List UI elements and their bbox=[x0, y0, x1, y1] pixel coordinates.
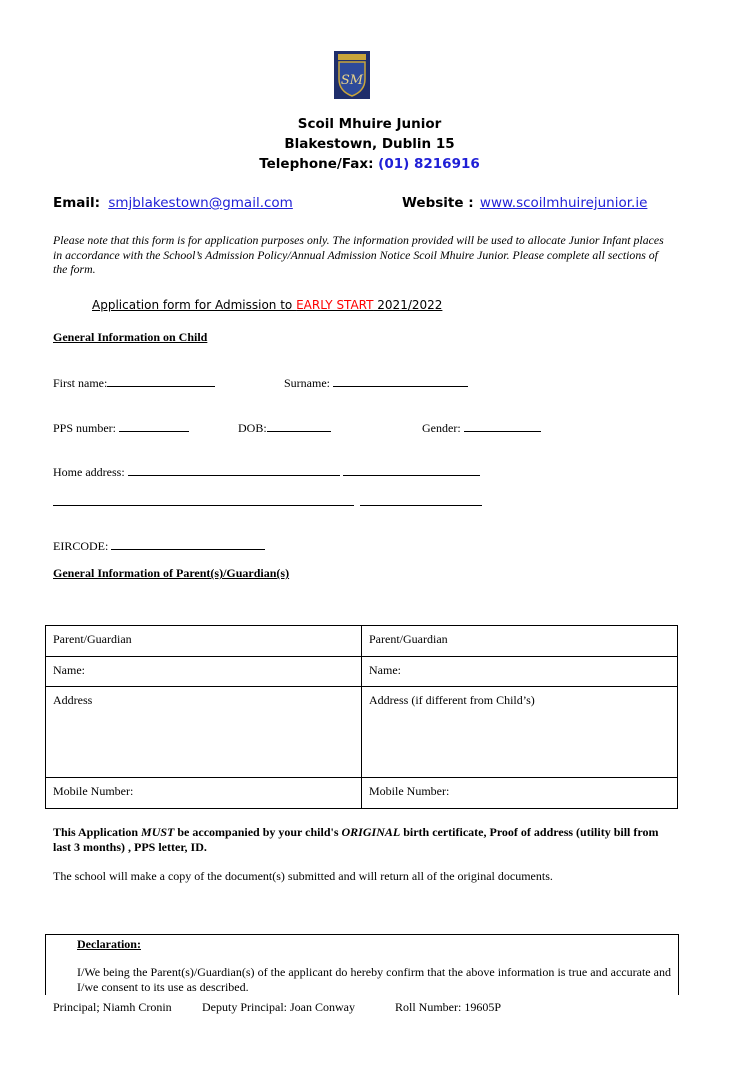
footer-principal: Principal; Niamh Cronin bbox=[53, 1000, 172, 1014]
home-address-line-2b[interactable] bbox=[360, 505, 482, 506]
parent2-name-field[interactable]: Name: bbox=[362, 657, 678, 687]
dob-label: DOB: bbox=[238, 421, 267, 435]
req-part3: birth certificate, Proof of address (utility bill from last 3 months) , PPS letter, ID. bbox=[53, 825, 659, 854]
eircode-field[interactable] bbox=[111, 536, 265, 550]
phone-value: (01) 8216916 bbox=[378, 156, 480, 172]
child-section-heading: General Information on Child bbox=[53, 330, 208, 344]
first-name-field[interactable] bbox=[107, 373, 215, 387]
home-address-field-1[interactable] bbox=[128, 462, 340, 476]
email-label: Email: bbox=[53, 195, 101, 211]
school-address: Blakestown, Dublin 15 bbox=[284, 136, 455, 152]
parent2-address-field[interactable]: Address (if different from Child’s) bbox=[362, 687, 678, 778]
intro-note: Please note that this form is for application purposes only. The information provided will be used to allocate Junior Infant places in accordance with the School’s Admission Policy/Annual Admission Notice Scoil Mhuire Junior. Please complete all sections of the form. bbox=[53, 233, 664, 276]
website-label: Website : bbox=[402, 195, 474, 211]
requirements-note bbox=[53, 825, 675, 854]
form-title bbox=[92, 298, 442, 312]
first-name-row bbox=[53, 373, 215, 391]
footer-roll: Roll Number: 19605P bbox=[395, 1000, 502, 1014]
dob-field[interactable] bbox=[267, 418, 331, 432]
surname-row bbox=[284, 373, 468, 391]
parent1-mobile-field[interactable]: Mobile Number: bbox=[46, 778, 362, 809]
parent1-name-field[interactable]: Name: bbox=[46, 657, 362, 687]
parent-guardian-table bbox=[45, 625, 678, 809]
parent1-header: Parent/Guardian bbox=[46, 626, 362, 657]
parent2-header: Parent/Guardian bbox=[362, 626, 678, 657]
home-address-label: Home address: bbox=[53, 465, 128, 479]
form-title-highlight: EARLY START bbox=[296, 298, 374, 312]
surname-field[interactable] bbox=[333, 373, 468, 387]
home-address-line-2a[interactable] bbox=[53, 505, 354, 506]
form-title-suffix: 2021/2022 bbox=[373, 298, 443, 312]
website-link[interactable]: www.scoilmhuirejunior.ie bbox=[479, 195, 648, 211]
first-name-label: First name: bbox=[53, 376, 108, 390]
form-title-prefix: Application form for Admission to bbox=[92, 298, 297, 312]
surname-label: Surname: bbox=[284, 376, 333, 390]
parent1-address-field[interactable]: Address bbox=[46, 687, 362, 778]
footer-deputy: Deputy Principal: Joan Conway bbox=[202, 1000, 355, 1014]
req-must: MUST bbox=[141, 825, 175, 839]
svg-text:SM: SM bbox=[340, 73, 364, 88]
gender-label: Gender: bbox=[422, 421, 464, 435]
pps-row bbox=[53, 418, 189, 436]
declaration-box bbox=[45, 934, 679, 995]
home-address-field-2[interactable] bbox=[343, 462, 480, 476]
parent-section-heading: General Information of Parent(s)/Guardian(s) bbox=[53, 566, 290, 580]
declaration-heading: Declaration: bbox=[77, 937, 141, 951]
phone-label: Telephone/Fax: bbox=[259, 156, 374, 172]
req-original: ORIGINAL bbox=[341, 825, 401, 839]
declaration-text: I/We being the Parent(s)/Guardian(s) of the applicant do hereby confirm that the above information is true and accurate and I/we consent to its use as described. bbox=[77, 965, 671, 994]
website-line bbox=[402, 195, 647, 211]
school-name: Scoil Mhuire Junior bbox=[297, 116, 442, 132]
req-part1: This Application bbox=[53, 825, 142, 839]
school-crest-logo bbox=[334, 51, 370, 99]
pps-field[interactable] bbox=[119, 418, 189, 432]
eircode-row bbox=[53, 536, 265, 554]
eircode-label: EIRCODE: bbox=[53, 539, 112, 553]
pps-label: PPS number: bbox=[53, 421, 120, 435]
gender-field[interactable] bbox=[464, 418, 541, 432]
dob-row bbox=[238, 418, 331, 436]
req-part2: be accompanied by your child's bbox=[174, 825, 342, 839]
gender-row bbox=[422, 418, 541, 436]
parent2-mobile-field[interactable]: Mobile Number: bbox=[362, 778, 678, 809]
copy-note: The school will make a copy of the document(s) submitted and will return all of the original documents. bbox=[53, 869, 553, 883]
email-line bbox=[53, 195, 293, 211]
phone-line bbox=[0, 156, 739, 172]
email-link[interactable]: smjblakestown@gmail.com bbox=[108, 195, 293, 211]
home-address-row bbox=[53, 462, 480, 480]
